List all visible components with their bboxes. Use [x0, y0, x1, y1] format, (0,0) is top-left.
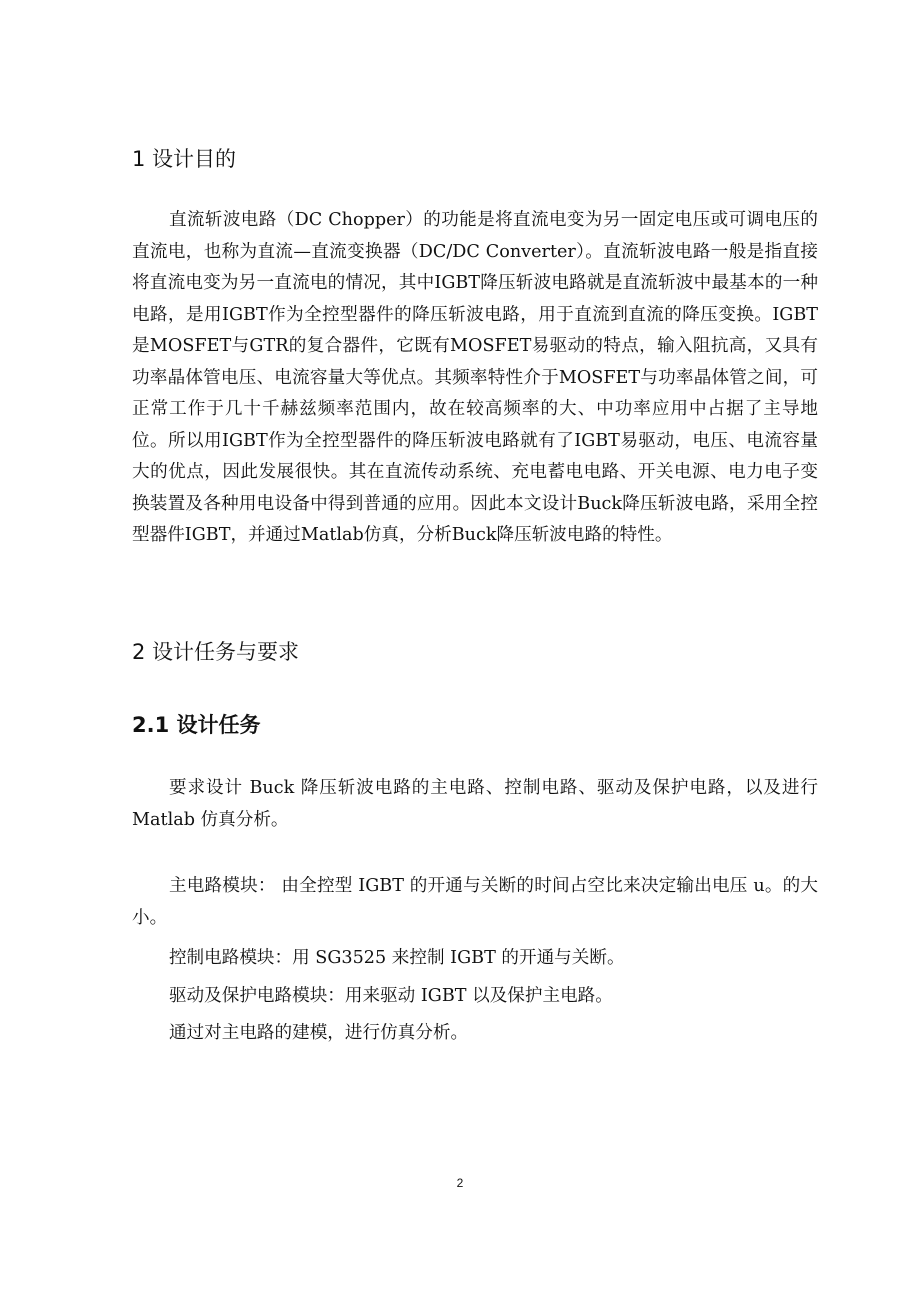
task-requirement-paragraph: 要求设计 Buck 降压斩波电路的主电路、控制电路、驱动及保护电路，以及进行Matlab 仿真分析。 — [132, 778, 818, 830]
section-2-heading: 2 设计任务与要求 — [132, 640, 300, 664]
section-1-paragraph: 直流斩波电路（DC Chopper）的功能是将直流电变为另一固定电压或可调电压的直流电，也称为直流—直流变换器（DC/DC Converter）。直流斩波电路一般是指直接将直流电变为另一直流电的情况，其中IGBT降压斩波电路就是直流斩波中最基本的一种电路，是用IGBT作为全控型器件的降压斩波电路，用于直流到直流的降压变换。IGBT是MOSFET与GTR的复合器件，它既有MOSFET易驱动的特点，输入阻抗高，又具有功率晶体管电压、电流容量大等优点。其频率特性介于MOSFET与功率晶体管之间，可正常工作于几十千赫兹频率范围内，故在较高频率的大、中功率应用中占据了主导地位。所以用IGBT作为全控型器件的降压斩波电路就有了IGBT易驱动，电压、电流容量大的优点，因此发展很快。其在直流传动系统、充电蓄电电路、开关电源、电力电子变换装置及各种用电设备中得到普通的应用。因此本文设计Buck降压斩波电路，采用全控型器件IGBT，并通过Matlab仿真，分析Buck降压斩波电路的特性。 — [132, 210, 818, 545]
control-circuit-module-text: 控制电路模块：用 SG3525 来控制 IGBT 的开通与关断。 — [168, 948, 625, 968]
main-circuit-module-text: 主电路模块： 由全控型 IGBT 的开通与关断的时间占空比来决定输出电压 u。的大小。 — [132, 876, 818, 928]
page-number: 2 — [456, 1176, 464, 1190]
section-1-heading: 1 设计目的 — [132, 147, 237, 171]
section-2-1-heading: 2.1 设计任务 — [132, 713, 261, 737]
drive-protection-module-text: 驱动及保护电路模块：用来驱动 IGBT 以及保护主电路。 — [168, 986, 613, 1006]
simulation-text: 通过对主电路的建模，进行仿真分析。 — [168, 1023, 469, 1043]
